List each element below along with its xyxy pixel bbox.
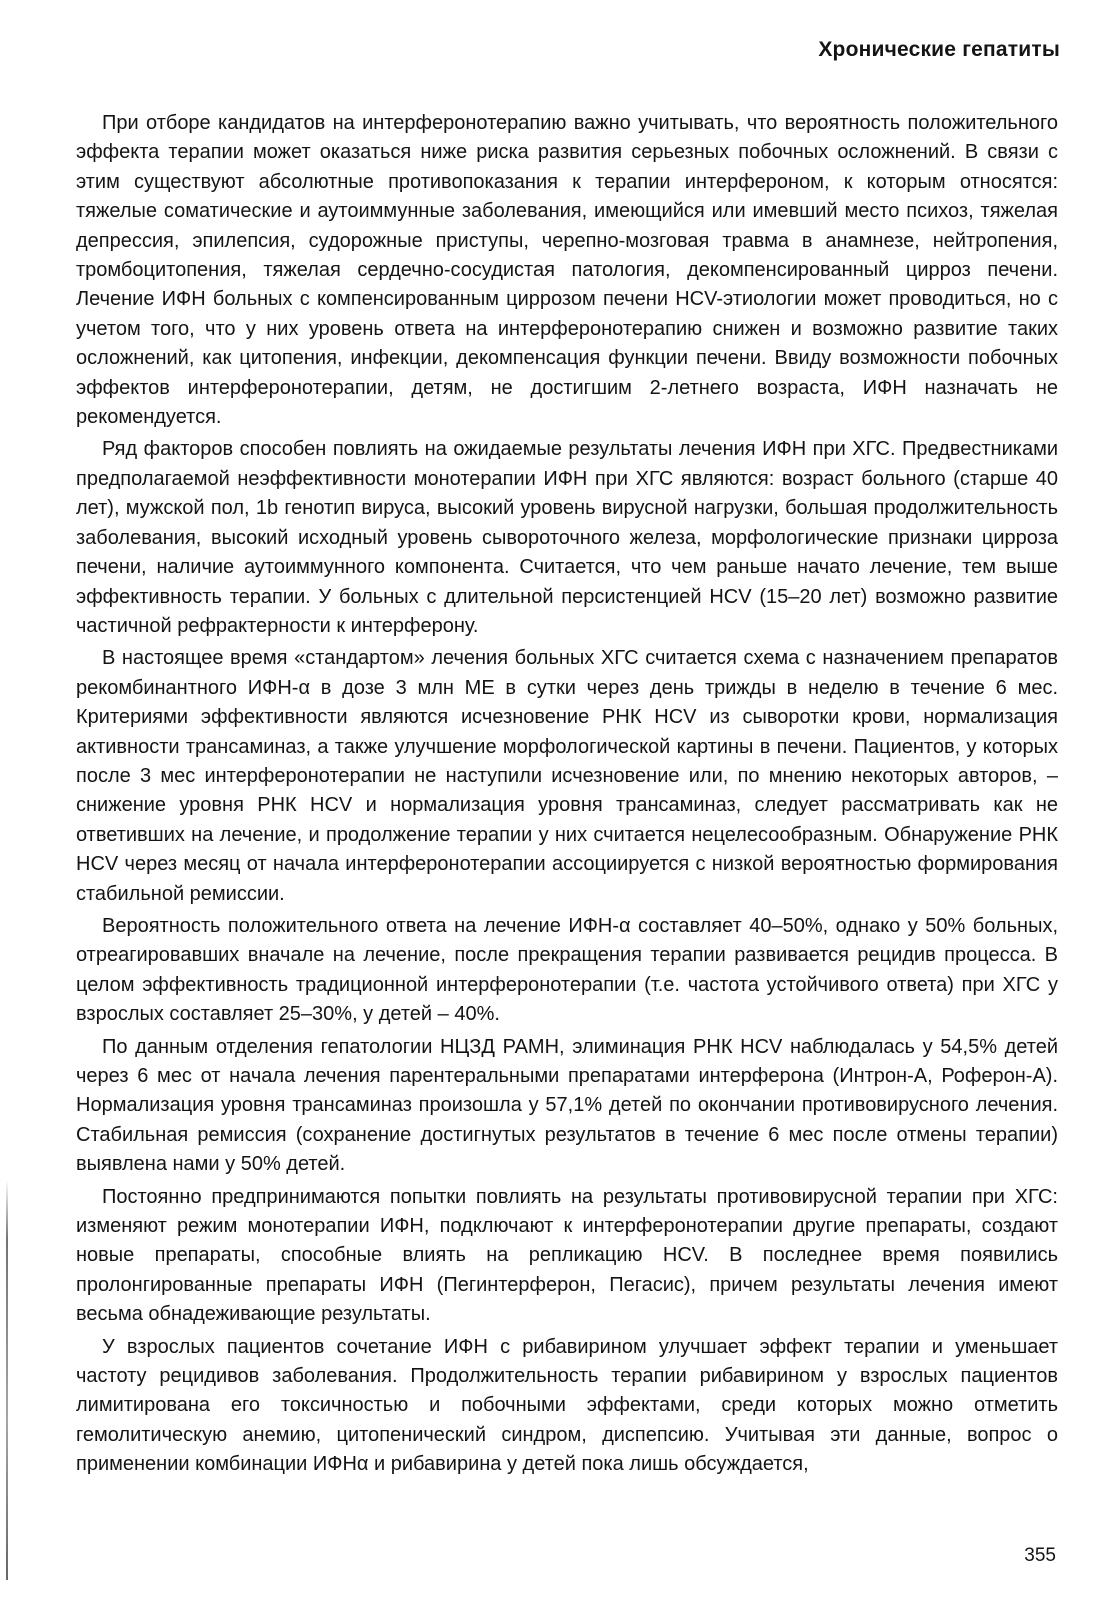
paragraph-4: Вероятность положительного ответа на лечение ИФН-α составляет 40–50%, однако у 50% больных, отреагировавших вначале на лечение, после прекращения терапии развивается рецидив процесса. В целом эффективность традиционной интерферонотерапии (т.е. частота устойчивого ответа) при ХГС у взрослых составляет 25–30%, у детей – 40%. bbox=[76, 914, 1058, 1026]
paragraph-1: При отборе кандидатов на интерферонотерапию важно учитывать, что вероятность положительного эффекта терапии может оказаться ниже риска развития серьезных побочных осложнений. В связи с этим существуют абсолютные противопоказания к терапии интерфероном, к которым относятся: тяжелые соматические и аутоиммунные заболевания, имеющийся или имевший место психоз, тяжелая депрессия, эпилепсия, судорожные приступы, черепно-мозговая травма в анамнезе, нейтропения, тромбоцитопения, тяжелая сердечно-сосудистая патология, декомпенсированный цирроз печени. Лечение ИФН больных с компенсированным циррозом печени HCV-этиологии может проводиться, но с учетом того, что у них уровень ответа на интерферонотерапию снижен и возможно развитие таких осложнений, как цитопения, инфекции, декомпенсация функции печени. Ввиду возможности побочных эффектов интерферонотерапии, детям, не достигшим 2-летнего возраста, ИФН назначать не рекомендуется. bbox=[76, 112, 1058, 429]
paragraph-2: Ряд факторов способен повлиять на ожидаемые результаты лечения ИФН при ХГС. Предвестниками предполагаемой неэффективности монотерапии ИФН при ХГС являются: возраст больного (старше 40 лет), мужской пол, 1b генотип вируса, высокий уровень вирусной нагрузки, большая продолжительность заболевания, высокий исходный уровень сывороточного железа, морфологические признаки цирроза печени, наличие аутоиммунного компонента. Считается, что чем раньше начато лечение, тем выше эффективность терапии. У больных с длительной персистенцией HCV (15–20 лет) возможно развитие частичной рефрактерности к интерферону. bbox=[76, 438, 1058, 637]
body-text bbox=[76, 109, 1058, 1483]
paragraph-5: По данным отделения гепатологии НЦЗД РАМН, элиминация РНК HCV наблюдалась у 54,5% детей через 6 мес от начала лечения парентеральными препаратами интерферона (Интрон-А, Роферон-А). Нормализация уровня трансаминаз произошла у 57,1% детей по окончании противовирусного лечения. Стабильная ремиссия (сохранение достигнутых результатов в течение 6 мес после отмены терапии) выявлена нами у 50% детей. bbox=[76, 1035, 1058, 1176]
scan-edge-shadow bbox=[6, 1180, 8, 1580]
running-head: Хронические гепатиты bbox=[818, 38, 1060, 61]
paragraph-6: Постоянно предпринимаются попытки повлиять на результаты противовирусной терапии при ХГС: изменяют режим монотерапии ИФН, подключают к интерферонотерапии другие препараты, создают новые препараты, способные влиять на репликацию HCV. В последнее время появились пролонгированные препараты ИФН (Пегинтерферон, Пегасис), причем результаты лечения имеют весьма обнадеживающие результаты. bbox=[76, 1185, 1058, 1326]
paragraph-7: У взрослых пациентов сочетание ИФН с рибавирином улучшает эффект терапии и уменьшает частоту рецидивов заболевания. Продолжительность терапии рибавирином у взрослых пациентов лимитирована его токсичностью и побочными эффектами, среди которых можно отметить гемолитическую анемию, цитопенический синдром, диспепсию. Учитывая эти данные, вопрос о применении комбинации ИФНα и рибавирина у детей пока лишь обсуждается, bbox=[76, 1335, 1058, 1476]
page-number: 355 bbox=[1024, 1545, 1056, 1566]
paragraph-3: В настоящее время «стандартом» лечения больных ХГС считается схема с назначением препаратов рекомбинантного ИФН-α в дозе 3 млн МЕ в сутки через день трижды в неделю в течение 6 мес. Критериями эффективности являются исчезновение РНК HCV из сыворотки крови, нормализация активности трансаминаз, а также улучшение морфологической картины в печени. Пациентов, у которых после 3 мес интерферонотерапии не наступили исчезновение или, по мнению некоторых авторов, – снижение уровня РНК HCV и нормализация уровня трансаминаз, следует рассматривать как не ответивших на лечение, и продолжение терапии у них считается нецелесообразным. Обнаружение РНК HCV через месяц от начала интерферонотерапии ассоциируется с низкой вероятностью формирования стабильной ремиссии. bbox=[76, 647, 1058, 905]
